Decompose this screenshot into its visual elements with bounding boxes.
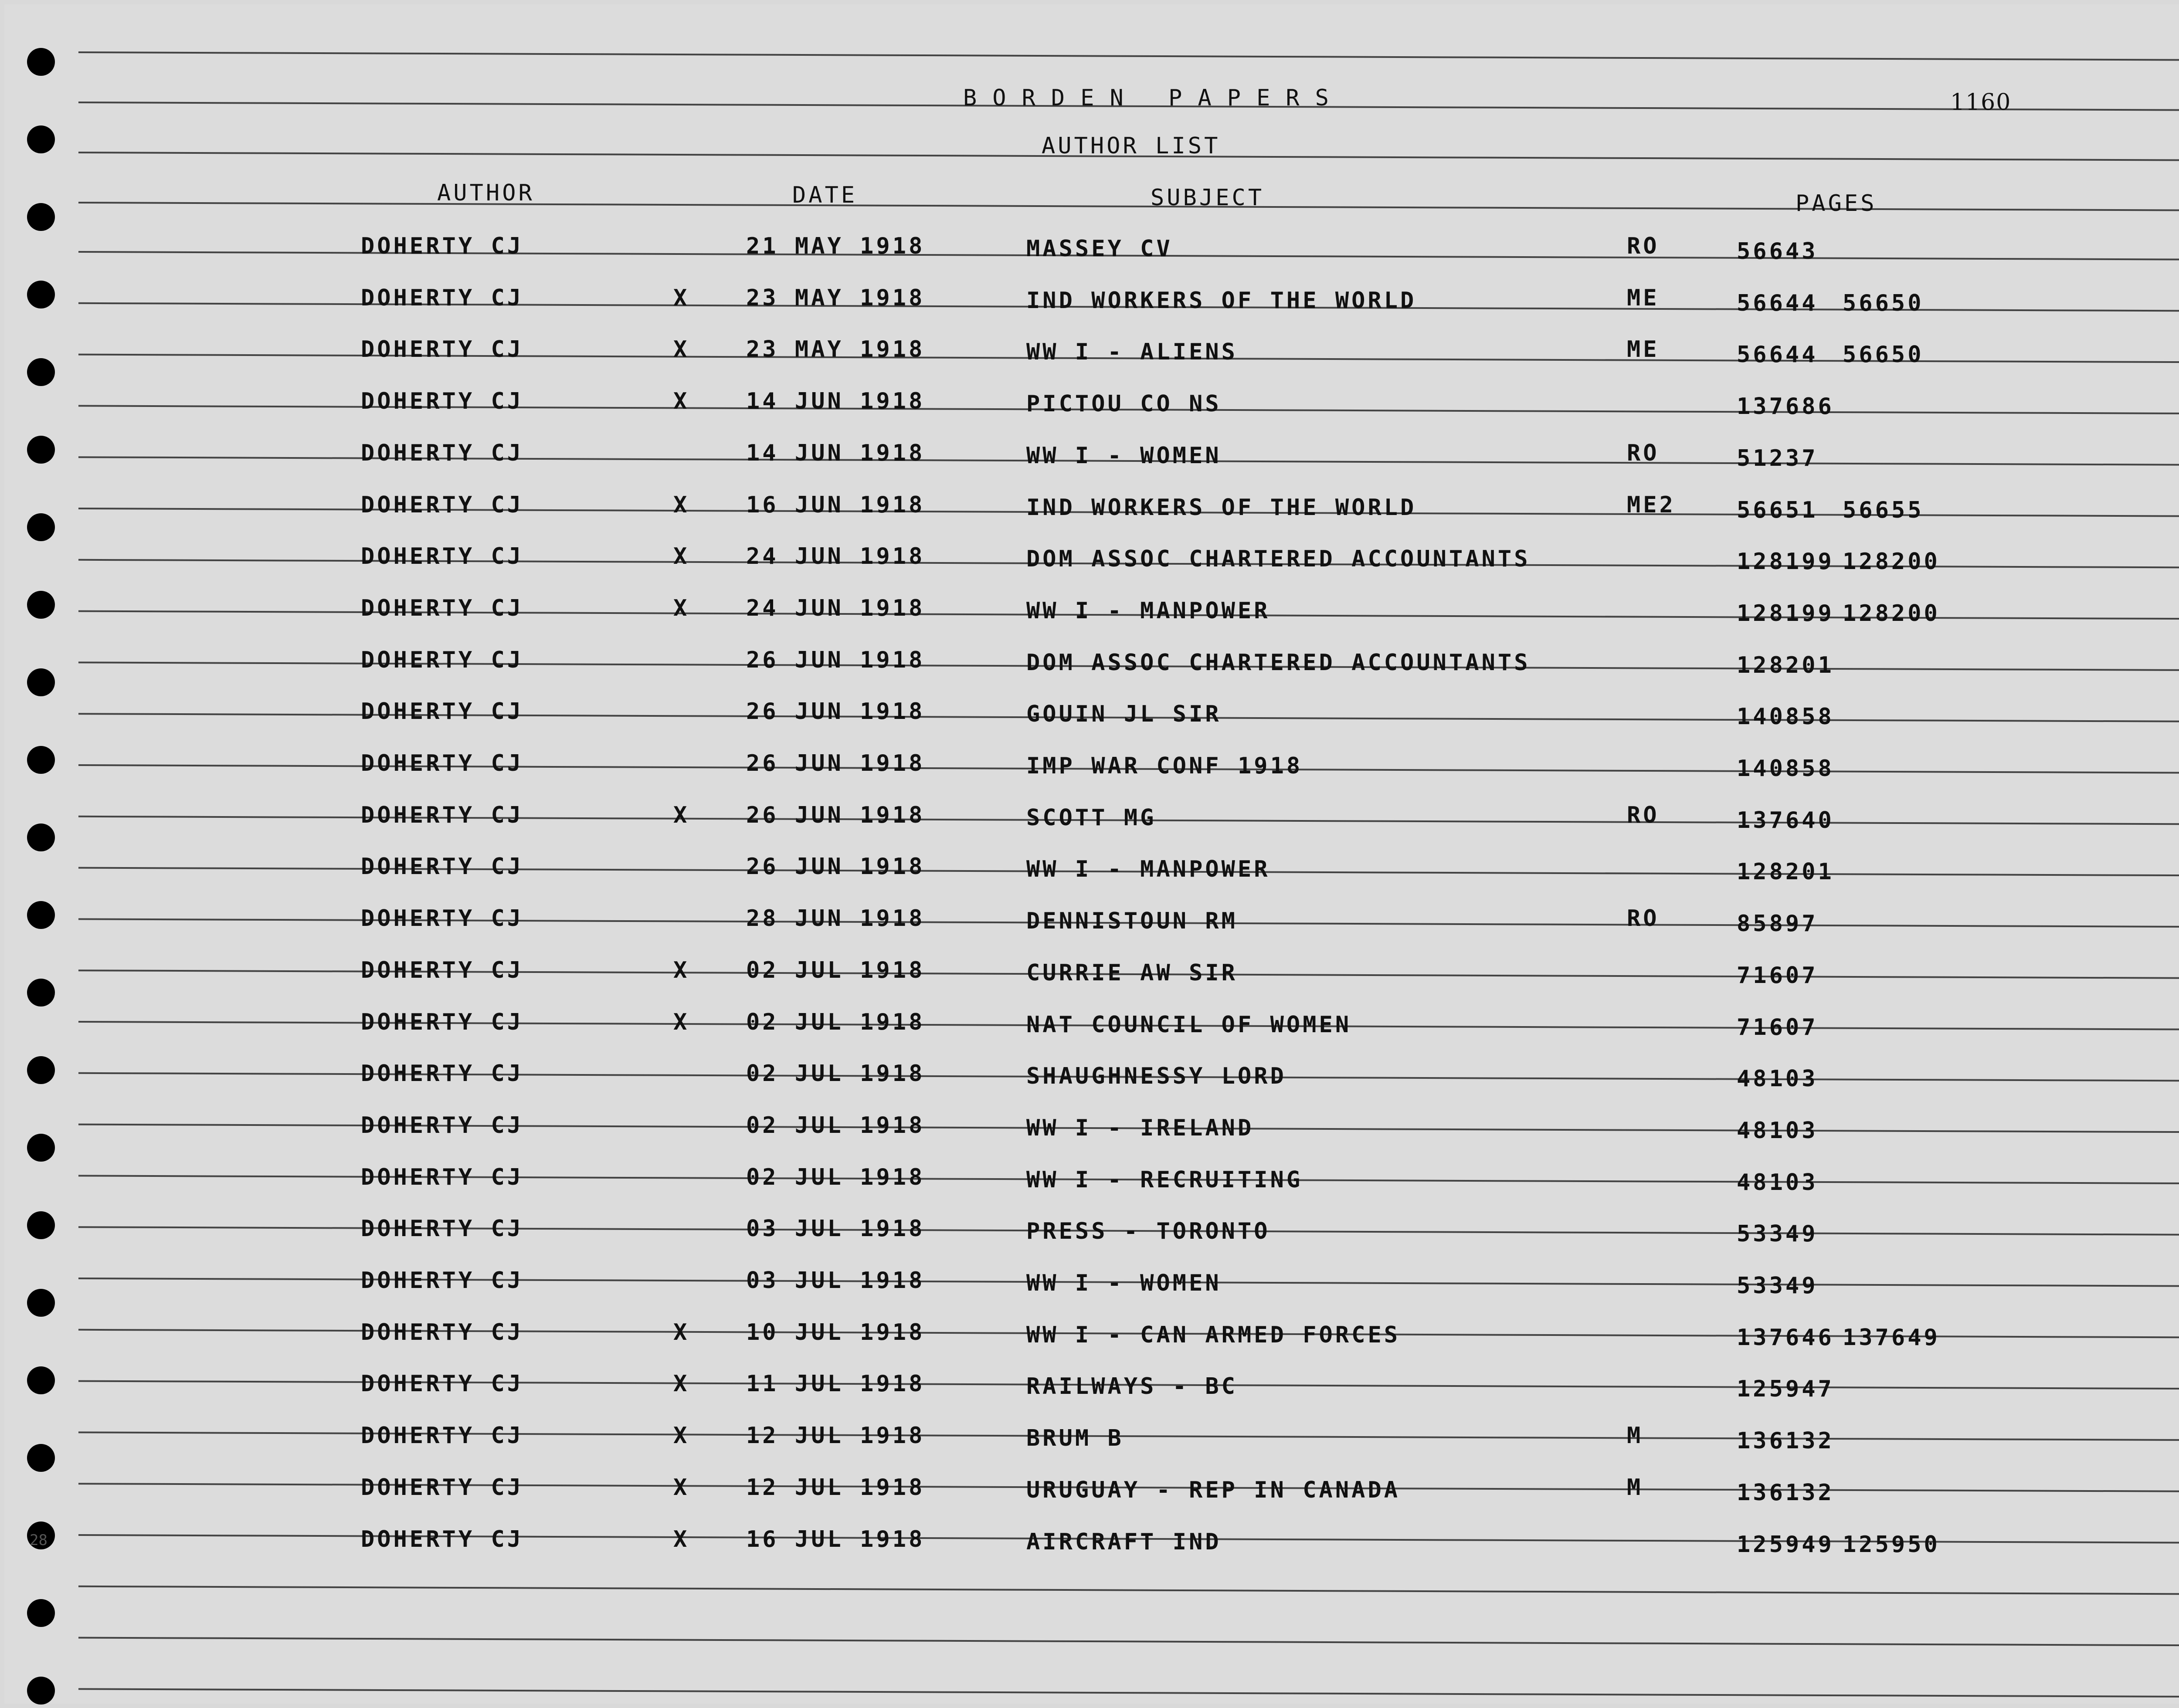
mark-cell: X (673, 1474, 690, 1501)
mark-cell: X (673, 543, 690, 570)
subject-cell: URUGUAY - REP IN CANADA (1026, 1477, 1401, 1503)
author-cell: DOHERTY CJ (361, 595, 524, 621)
subject-cell: SCOTT MG (1026, 804, 1157, 831)
author-cell: DOHERTY CJ (361, 854, 524, 880)
date-cell: 02 JUL 1918 (746, 1112, 925, 1139)
date-cell: 23 MAY 1918 (746, 285, 925, 311)
subject-cell: DOM ASSOC CHARTERED ACCOUNTANTS (1026, 649, 1531, 676)
mark-cell: X (673, 1526, 690, 1552)
feed-hole (27, 1599, 55, 1627)
date-cell: 10 JUL 1918 (746, 1319, 925, 1345)
page-start-cell: 140858 (1737, 704, 1834, 730)
code-cell: RO (1627, 802, 1660, 828)
feed-hole (27, 1444, 55, 1472)
mark-cell: X (673, 1423, 690, 1449)
author-cell: DOHERTY CJ (361, 440, 524, 466)
subject-cell: PRESS - TORONTO (1026, 1218, 1270, 1245)
page-start-cell: 48103 (1737, 1169, 1818, 1196)
feed-hole (27, 901, 55, 929)
author-cell: DOHERTY CJ (361, 1267, 524, 1294)
date-cell: 11 JUL 1918 (746, 1371, 925, 1397)
code-cell: M (1627, 1474, 1643, 1501)
mark-cell: X (673, 1319, 690, 1345)
column-header-author: AUTHOR (437, 180, 535, 206)
feed-hole (27, 1677, 55, 1705)
page-start-cell: 48103 (1737, 1117, 1818, 1144)
author-cell: DOHERTY CJ (361, 1371, 524, 1397)
subject-cell: AIRCRAFT IND (1026, 1528, 1222, 1555)
feed-hole (27, 513, 55, 541)
author-cell: DOHERTY CJ (361, 802, 524, 828)
subject-cell: WW I - ALIENS (1026, 339, 1238, 366)
feed-hole (27, 125, 55, 153)
subject-cell: CURRIE AW SIR (1026, 959, 1238, 986)
column-header-date: DATE (792, 182, 858, 208)
feed-hole (27, 746, 55, 774)
mark-cell: X (673, 595, 690, 621)
author-cell: DOHERTY CJ (361, 491, 524, 518)
subject-cell: WW I - WOMEN (1026, 1270, 1222, 1296)
subject-cell: IMP WAR CONF 1918 (1026, 753, 1303, 779)
page-start-cell: 128199 (1737, 549, 1834, 575)
code-cell: M (1627, 1423, 1643, 1449)
mark-cell: X (673, 285, 690, 311)
page-start-cell: 136132 (1737, 1428, 1834, 1454)
subject-cell: WW I - MANPOWER (1026, 856, 1270, 883)
code-cell: ME (1627, 336, 1660, 363)
feed-hole (27, 358, 55, 386)
subject-cell: WW I - IRELAND (1026, 1115, 1254, 1141)
page-start-cell: 140858 (1737, 756, 1834, 782)
mark-cell: X (673, 388, 690, 415)
feed-hole (27, 824, 55, 851)
date-cell: 14 JUN 1918 (746, 440, 925, 466)
author-cell: DOHERTY CJ (361, 1112, 524, 1139)
date-cell: 02 JUL 1918 (746, 957, 925, 983)
page-start-cell: 125947 (1737, 1376, 1834, 1403)
feed-hole (27, 436, 55, 464)
date-cell: 16 JUL 1918 (746, 1526, 925, 1552)
author-cell: DOHERTY CJ (361, 1319, 524, 1345)
author-cell: DOHERTY CJ (361, 1474, 524, 1501)
page-start-cell: 71607 (1737, 1014, 1818, 1040)
mark-cell: X (673, 336, 690, 363)
page-start-cell: 137646 (1737, 1324, 1834, 1351)
feed-hole (27, 591, 55, 619)
rule-line (78, 1689, 2179, 1697)
author-cell: DOHERTY CJ (361, 388, 524, 415)
page-start-cell: 56644 (1737, 342, 1818, 368)
subject-cell: IND WORKERS OF THE WORLD (1026, 494, 1417, 521)
subject-cell: DENNISTOUN RM (1026, 908, 1238, 935)
feed-hole (27, 1366, 55, 1394)
page-start-cell: 53349 (1737, 1273, 1818, 1299)
subject-cell: WW I - CAN ARMED FORCES (1026, 1322, 1401, 1348)
subject-cell: RAILWAYS - BC (1026, 1373, 1238, 1400)
rule-line (78, 52, 2179, 60)
date-cell: 26 JUN 1918 (746, 802, 925, 828)
page-start-cell: 56644 (1737, 290, 1818, 316)
subject-cell: SHAUGHNESSY LORD (1026, 1063, 1286, 1090)
page-start-cell: 137640 (1737, 807, 1834, 834)
author-cell: DOHERTY CJ (361, 698, 524, 725)
date-cell: 24 JUN 1918 (746, 543, 925, 570)
rule-line (78, 1586, 2179, 1594)
code-cell: RO (1627, 233, 1660, 259)
page-start-cell: 125949 (1737, 1531, 1834, 1558)
code-cell: ME (1627, 285, 1660, 311)
page-end-cell: 56650 (1843, 342, 1924, 368)
list-subtitle: AUTHOR LIST (1042, 133, 1221, 159)
subject-cell: IND WORKERS OF THE WORLD (1026, 287, 1417, 314)
date-cell: 16 JUN 1918 (746, 491, 925, 518)
date-cell: 28 JUN 1918 (746, 905, 925, 932)
subject-cell: BRUM B (1026, 1425, 1124, 1452)
feed-hole (27, 1289, 55, 1317)
author-cell: DOHERTY CJ (361, 1423, 524, 1449)
date-cell: 03 JUL 1918 (746, 1216, 925, 1242)
page-start-cell: 136132 (1737, 1479, 1834, 1506)
subject-cell: NAT COUNCIL OF WOMEN (1026, 1011, 1352, 1038)
rule-line (78, 1638, 2179, 1646)
feed-hole (27, 1056, 55, 1084)
page-number: 1160 (1950, 89, 2012, 115)
author-cell: DOHERTY CJ (361, 233, 524, 259)
author-cell: DOHERTY CJ (361, 543, 524, 570)
column-header-pages: PAGES (1795, 190, 1877, 217)
author-cell: DOHERTY CJ (361, 1216, 524, 1242)
page-end-cell: 125950 (1843, 1531, 1940, 1558)
feed-hole (27, 668, 55, 696)
author-cell: DOHERTY CJ (361, 750, 524, 776)
column-header-subject: SUBJECT (1151, 185, 1265, 211)
author-cell: DOHERTY CJ (361, 905, 524, 932)
date-cell: 24 JUN 1918 (746, 595, 925, 621)
date-cell: 26 JUN 1918 (746, 647, 925, 673)
author-cell: DOHERTY CJ (361, 647, 524, 673)
author-cell: DOHERTY CJ (361, 1009, 524, 1035)
date-cell: 23 MAY 1918 (746, 336, 925, 363)
mark-cell: X (673, 491, 690, 518)
page-start-cell: 128199 (1737, 600, 1834, 627)
page-end-cell: 56650 (1843, 290, 1924, 316)
date-cell: 21 MAY 1918 (746, 233, 925, 259)
feed-hole (27, 979, 55, 1006)
subject-cell: DOM ASSOC CHARTERED ACCOUNTANTS (1026, 546, 1531, 573)
page-start-cell: 71607 (1737, 962, 1818, 989)
date-cell: 02 JUL 1918 (746, 1009, 925, 1035)
date-cell: 12 JUL 1918 (746, 1474, 925, 1501)
feed-hole (27, 1211, 55, 1239)
page-start-cell: 48103 (1737, 1066, 1818, 1092)
page-start-cell: 53349 (1737, 1221, 1818, 1247)
feed-hole (27, 281, 55, 308)
feed-hole (27, 203, 55, 231)
page-start-cell: 56643 (1737, 238, 1818, 264)
date-cell: 14 JUN 1918 (746, 388, 925, 415)
page-start-cell: 137686 (1737, 393, 1834, 420)
subject-cell: WW I - WOMEN (1026, 442, 1222, 469)
subject-cell: WW I - RECRUITING (1026, 1166, 1303, 1193)
mark-cell: X (673, 802, 690, 828)
mark-cell: X (673, 1009, 690, 1035)
page-end-cell: 128200 (1843, 549, 1940, 575)
date-cell: 02 JUL 1918 (746, 1164, 925, 1190)
date-cell: 12 JUL 1918 (746, 1423, 925, 1449)
page-end-cell: 137649 (1843, 1324, 1940, 1351)
author-cell: DOHERTY CJ (361, 336, 524, 363)
code-cell: RO (1627, 905, 1660, 932)
feed-hole (27, 1134, 55, 1162)
code-cell: RO (1627, 440, 1660, 466)
page-start-cell: 51237 (1737, 445, 1818, 471)
page-start-cell: 85897 (1737, 911, 1818, 937)
margin-note: 28 (30, 1532, 48, 1549)
subject-cell: MASSEY CV (1026, 236, 1173, 262)
mark-cell: X (673, 1371, 690, 1397)
subject-cell: GOUIN JL SIR (1026, 701, 1222, 728)
page-end-cell: 128200 (1843, 600, 1940, 627)
date-cell: 26 JUN 1918 (746, 854, 925, 880)
mark-cell: X (673, 957, 690, 983)
author-cell: DOHERTY CJ (361, 1061, 524, 1087)
subject-cell: WW I - MANPOWER (1026, 597, 1270, 624)
author-cell: DOHERTY CJ (361, 1526, 524, 1552)
date-cell: 03 JUL 1918 (746, 1267, 925, 1294)
page-start-cell: 128201 (1737, 859, 1834, 885)
date-cell: 26 JUN 1918 (746, 750, 925, 776)
author-cell: DOHERTY CJ (361, 1164, 524, 1190)
page-start-cell: 128201 (1737, 652, 1834, 678)
date-cell: 26 JUN 1918 (746, 698, 925, 725)
author-cell: DOHERTY CJ (361, 957, 524, 983)
author-cell: DOHERTY CJ (361, 285, 524, 311)
page-end-cell: 56655 (1843, 497, 1924, 523)
feed-hole (27, 48, 55, 76)
subject-cell: PICTOU CO NS (1026, 391, 1222, 417)
date-cell: 02 JUL 1918 (746, 1061, 925, 1087)
document-title: BORDEN PAPERS (963, 85, 1344, 111)
page-start-cell: 56651 (1737, 497, 1818, 523)
code-cell: ME2 (1627, 491, 1676, 518)
